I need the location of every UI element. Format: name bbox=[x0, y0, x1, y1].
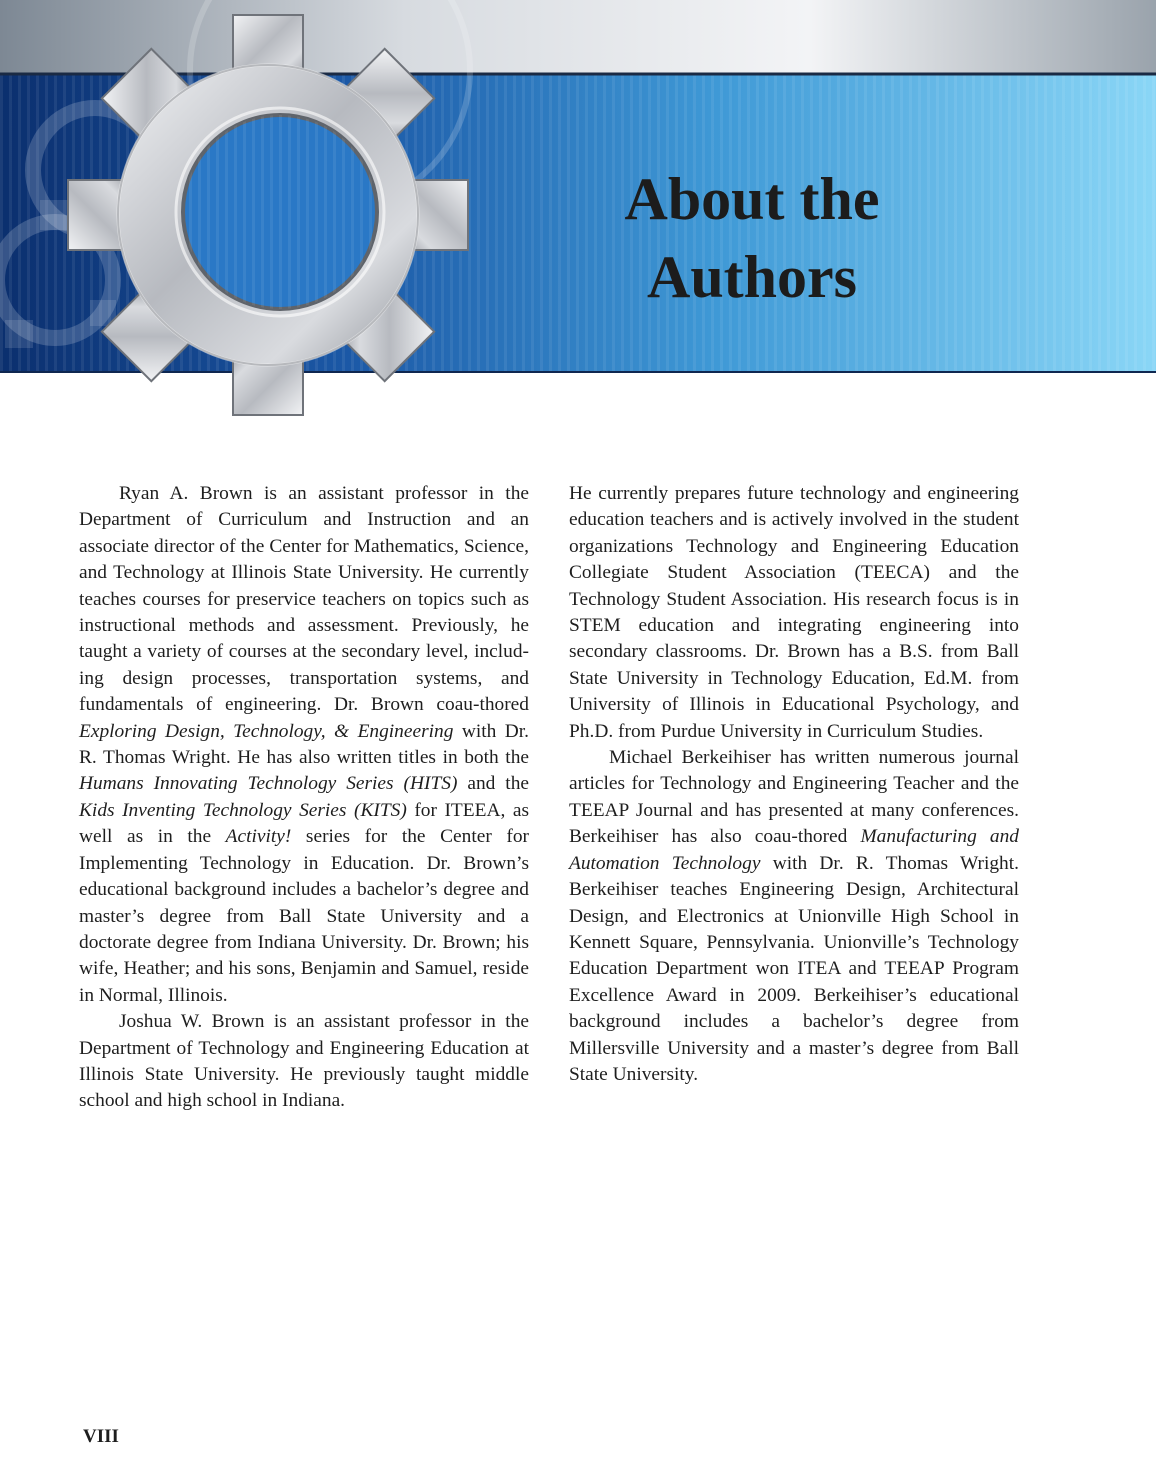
author-bio-joshua-brown: Joshua W. Brown is an assistant professor in the Department of Technology and Engineering Education at Illinois State University. He previously taught middle school and high school in Indiana. bbox=[79, 1011, 529, 1112]
text-column-right bbox=[569, 481, 1019, 1088]
series-title: Kids Inventing Technology Series (KITS) bbox=[79, 799, 407, 821]
book-title: Exploring Design, Technology, & Engineering bbox=[79, 720, 454, 742]
series-title: Activity! bbox=[225, 826, 292, 848]
page-number: VIII bbox=[83, 1426, 119, 1447]
page-title-line-1: About the bbox=[624, 166, 880, 232]
page-title-line-2: Authors bbox=[646, 244, 858, 310]
author-bio-michael-berkeihiser: Michael Berkeihiser has written numerous journal articles for Technology and Engineering Teacher and the TEEAP Journal and has presented at many conferences. Berkeihiser has also coau-thored Manufacturing and Automation Technology with Dr. R. Thomas Wright. Berkeihiser teaches Engineering Design, Architectural Design, and Electronics at Unionville High School in Kennett Square, Pennsylvania. Unionville’s Technology Education Department won ITEA and TEEAP Program Excellence Award in 2009. Berkeihiser’s educational background includes a bachelor’s degree from Millersville University and a master’s degree from Ball State University. bbox=[569, 747, 1019, 1085]
author-bio-ryan-brown: Ryan A. Brown is an assistant professor in the Department of Curriculum and Instruction and an associate director of the Center for Mathematics, Science, and Technology at Illinois State University. He currently teaches courses for preservice teachers on topics such as instructional methods and assessment. Previously, he taught a variety of courses at the secondary level, includ-ing design processes, transportation systems, and fundamentals of engineering. Dr. Brown coau-thored Exploring Design, Technology, & Engineering with Dr. R. Thomas Wright. He has also written titles in both the Humans Innovating Technology Series (HITS) and the Kids Inventing Technology Series (KITS) for ITEEA, as well as in the Activity! series for the Center for Implementing Technology in Education. Dr. Brown’s educational background includes a bachelor’s degree and master’s degree from Ball State University and a doctorate degree from Indiana University. Dr. Brown; his wife, Heather; and his sons, Benjamin and Samuel, reside in Normal, Illinois. bbox=[79, 483, 530, 1006]
text-column-left bbox=[79, 481, 529, 1115]
gear-icon bbox=[68, 15, 468, 415]
top-band bbox=[0, 0, 1156, 74]
book-title: Manufacturing and Automation Technology bbox=[569, 826, 1019, 874]
page-title bbox=[560, 160, 944, 316]
series-title: Humans Innovating Technology Series (HITS) bbox=[79, 773, 458, 795]
author-bio-joshua-brown-continued: He currently prepares future technology and engineering education teachers and is actively involved in the student organizations Technology and Engineering Education Collegiate Student Association (TEECA) and the Technology Student Association. His research focus is in STEM education and integrating engineering into secondary classrooms. Dr. Brown has a B.S. from Ball State University in Technology Education, Ed.M. from University of Illinois in Educational Psychology, and Ph.D. from Purdue University in Curriculum Studies. bbox=[569, 483, 1019, 742]
